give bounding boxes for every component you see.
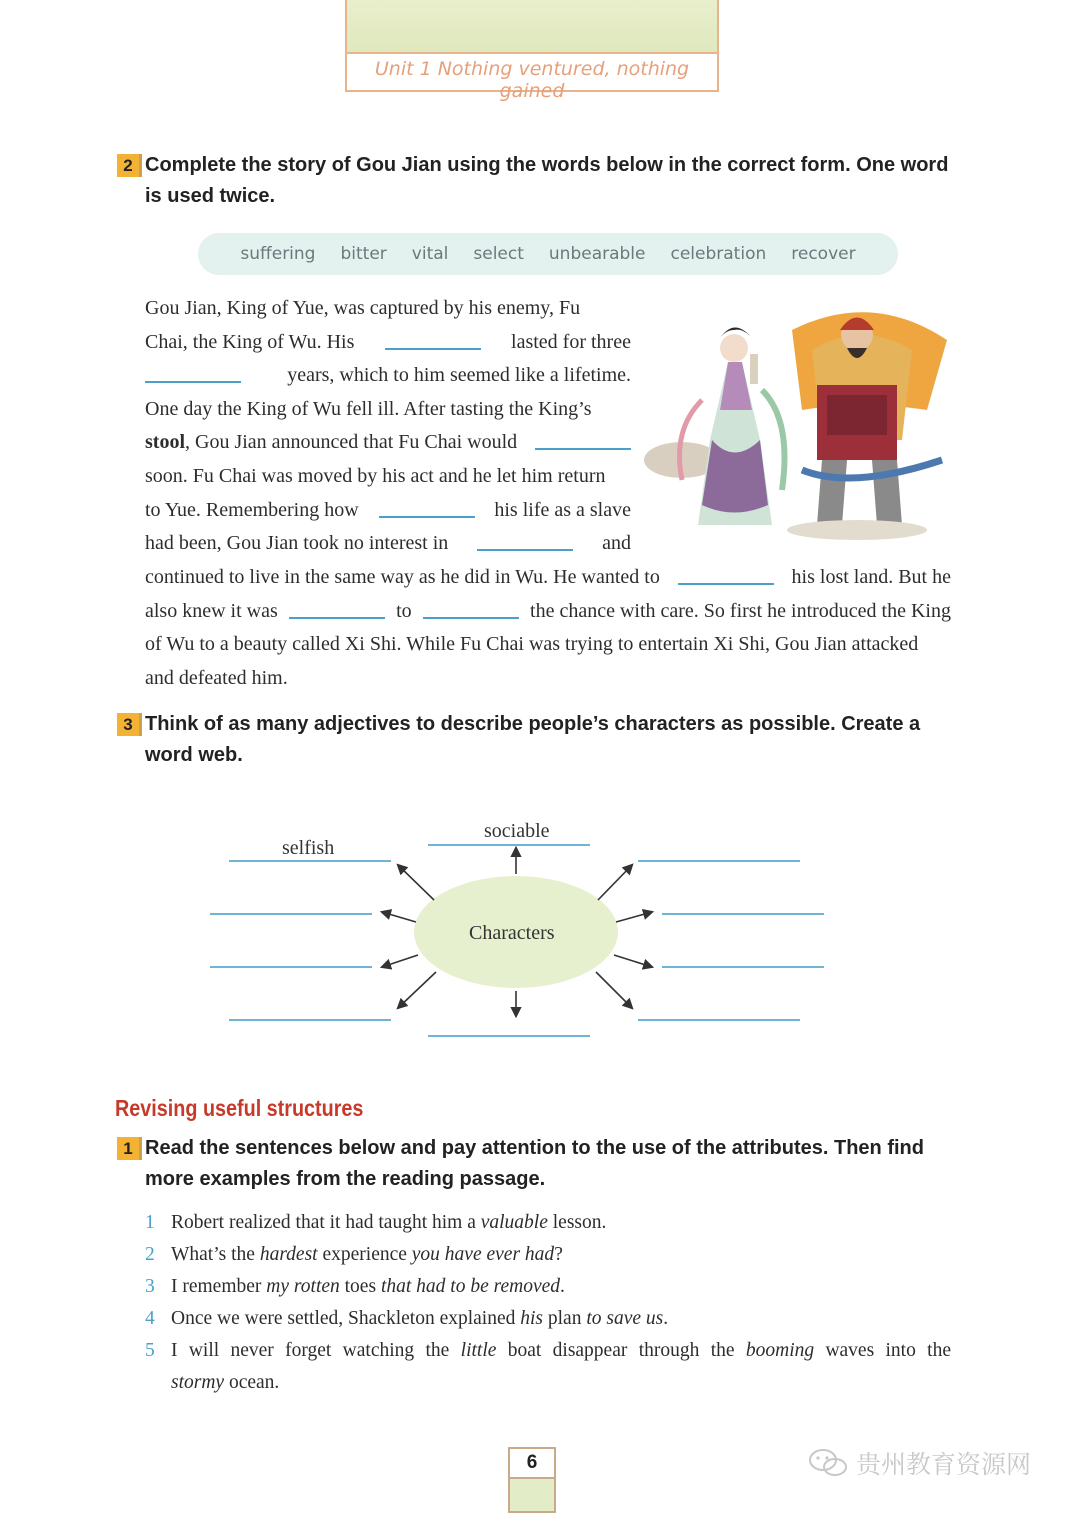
sentence-text: . bbox=[560, 1276, 565, 1297]
sentence-number: 4 bbox=[145, 1308, 155, 1329]
attribute-italic: you have ever had bbox=[411, 1244, 555, 1265]
word-bank bbox=[198, 233, 898, 275]
story-line: Chai, the King of Wu. His bbox=[145, 330, 355, 353]
attribute-italic: valuable bbox=[480, 1212, 548, 1233]
story-text-narrow bbox=[145, 292, 631, 561]
sentence-text: What’s the bbox=[171, 1244, 260, 1265]
story-line: Gou Jian, King of Yue, was captured by his enemy, Fu bbox=[145, 297, 581, 319]
sentence-item bbox=[145, 1335, 951, 1399]
sentence-item bbox=[145, 1239, 951, 1271]
sentence-number: 1 bbox=[145, 1212, 155, 1233]
arrow bbox=[598, 865, 632, 900]
exercise-3-instruction bbox=[115, 709, 965, 771]
sentence-text: toes bbox=[339, 1276, 381, 1297]
story-illustration bbox=[642, 290, 952, 550]
answer-blank[interactable] bbox=[385, 326, 481, 350]
watermark bbox=[808, 1445, 1031, 1481]
sentence-text: ? bbox=[554, 1244, 563, 1265]
example-sentences bbox=[145, 1207, 951, 1399]
exercise-number-badge: 3 bbox=[117, 713, 142, 736]
instruction-text: Complete the story of Gou Jian using the words below in the correct form. One word is used twice. bbox=[145, 154, 949, 207]
unit-label: Unit 1 Nothing ventured, nothing gained bbox=[374, 58, 690, 102]
story-line: his lost land. But he bbox=[791, 566, 951, 588]
page-number-box bbox=[508, 1447, 556, 1513]
sentence-item bbox=[145, 1207, 951, 1239]
story-line: to bbox=[396, 599, 412, 622]
web-blank-line[interactable] bbox=[229, 860, 391, 862]
arrow bbox=[614, 955, 652, 967]
web-blank-line[interactable] bbox=[638, 860, 800, 862]
attribute-italic: stormy bbox=[171, 1372, 225, 1393]
instruction-text: Read the sentences below and pay attention to the use of the attributes. Then find more examples from the reading passage. bbox=[145, 1137, 924, 1190]
web-blank-line[interactable] bbox=[662, 913, 824, 915]
answer-blank[interactable] bbox=[379, 494, 475, 518]
attribute-italic: booming bbox=[745, 1340, 815, 1361]
web-blank-line[interactable] bbox=[210, 913, 372, 915]
word-bank-item: recover bbox=[791, 244, 856, 264]
attribute-italic: hardest bbox=[259, 1244, 318, 1265]
web-blank-line[interactable] bbox=[638, 1019, 800, 1021]
story-line: and defeated him. bbox=[145, 666, 288, 689]
arrow bbox=[596, 972, 632, 1008]
arrow bbox=[616, 912, 652, 922]
sentence-text: I will never forget watching the bbox=[171, 1340, 461, 1361]
answer-blank[interactable] bbox=[423, 595, 519, 619]
unit-header-tab bbox=[345, 0, 719, 102]
arrow bbox=[382, 955, 418, 967]
section-title: Revising useful structures bbox=[115, 1095, 364, 1121]
exercise-number-badge: 2 bbox=[117, 154, 142, 177]
story-bold-word: stool bbox=[145, 431, 185, 454]
web-example-word: sociable bbox=[484, 820, 550, 842]
story-text-wide bbox=[145, 561, 951, 695]
sentence-text: ocean. bbox=[224, 1372, 280, 1393]
sentence-text: waves into the bbox=[814, 1340, 951, 1361]
word-bank-item: unbearable bbox=[548, 244, 646, 264]
page-number: 6 bbox=[510, 1449, 554, 1479]
sentence-number: 2 bbox=[145, 1244, 155, 1265]
sentence-text: . bbox=[663, 1308, 669, 1329]
answer-blank[interactable] bbox=[535, 426, 631, 450]
story-line: soon. Fu Chai was moved by his act and he let him return bbox=[145, 464, 606, 487]
story-line: , Gou Jian announced that Fu Chai would bbox=[185, 431, 518, 454]
word-bank-item: vital bbox=[411, 244, 449, 264]
attribute-italic: his bbox=[520, 1308, 544, 1329]
story-line: his life as a slave bbox=[494, 498, 631, 521]
sentence-item bbox=[145, 1303, 951, 1335]
sentence-number: 5 bbox=[145, 1340, 155, 1361]
sentence-text: Once we were settled, Shackleton explained bbox=[171, 1308, 521, 1329]
attribute-italic: little bbox=[460, 1340, 497, 1361]
watermark-text: 贵州教育资源网 bbox=[856, 1450, 1032, 1479]
web-blank-line[interactable] bbox=[428, 1035, 590, 1037]
instruction-text: Think of as many adjectives to describe people’s characters as possible. Create a word web. bbox=[145, 713, 921, 766]
sentence-text: plan bbox=[543, 1308, 587, 1329]
sentence-text: Robert realized that it had taught him a bbox=[171, 1212, 481, 1233]
attribute-italic: my rotten bbox=[266, 1276, 340, 1297]
fu-chai-figure bbox=[787, 312, 947, 540]
word-bank-item: suffering bbox=[240, 244, 316, 264]
sentence-text: I remember bbox=[171, 1276, 267, 1297]
word-bank-item: select bbox=[473, 244, 524, 264]
story-line: One day the King of Wu fell ill. After tasting the King’s bbox=[145, 397, 592, 420]
attribute-italic: that had to be removed bbox=[380, 1276, 561, 1297]
wechat-icon bbox=[808, 1447, 848, 1479]
word-bank-item: bitter bbox=[340, 244, 387, 264]
web-blank-line[interactable] bbox=[662, 966, 824, 968]
answer-blank[interactable] bbox=[289, 595, 385, 619]
arrow bbox=[398, 972, 436, 1008]
xi-shi-figure bbox=[644, 327, 785, 525]
web-blank-line[interactable] bbox=[210, 966, 372, 968]
sentence-text: lesson. bbox=[547, 1212, 607, 1233]
answer-blank[interactable] bbox=[678, 561, 774, 585]
story-line: and bbox=[602, 532, 631, 555]
web-center-label: Characters bbox=[469, 922, 555, 944]
answer-blank[interactable] bbox=[145, 359, 241, 383]
word-bank-item: celebration bbox=[670, 244, 767, 264]
exercise-number-badge: 1 bbox=[117, 1137, 142, 1160]
story-line: to Yue. Remembering how bbox=[145, 498, 359, 521]
web-example-word: selfish bbox=[282, 837, 335, 859]
revising-exercise-1-instruction bbox=[115, 1133, 965, 1195]
arrow bbox=[398, 865, 434, 900]
story-line: of Wu to a beauty called Xi Shi. While Fu Chai was trying to entertain Xi Shi, Gou Jian attacked bbox=[145, 633, 919, 656]
web-blank-line[interactable] bbox=[229, 1019, 391, 1021]
word-web bbox=[200, 810, 840, 1060]
sentence-item bbox=[145, 1271, 951, 1303]
attribute-italic: to save us bbox=[586, 1308, 664, 1329]
header-texture bbox=[347, 0, 717, 54]
story-line: had been, Gou Jian took no interest in bbox=[145, 532, 449, 555]
story-line: years, which to him seemed like a lifetime. bbox=[287, 364, 631, 387]
sentence-number: 3 bbox=[145, 1276, 155, 1297]
arrow bbox=[382, 912, 416, 922]
story-line: lasted for three bbox=[511, 330, 631, 353]
story-line: the chance with care. So first he introduced the King bbox=[530, 599, 951, 622]
exercise-2-instruction bbox=[115, 150, 965, 212]
sentence-text: boat disappear through the bbox=[496, 1340, 746, 1361]
answer-blank[interactable] bbox=[477, 527, 573, 551]
web-blank-line[interactable] bbox=[428, 844, 590, 846]
story-line: continued to live in the same way as he did in Wu. He wanted to bbox=[145, 566, 660, 588]
sentence-text: experience bbox=[317, 1244, 412, 1265]
story-line: also knew it was bbox=[145, 599, 278, 622]
